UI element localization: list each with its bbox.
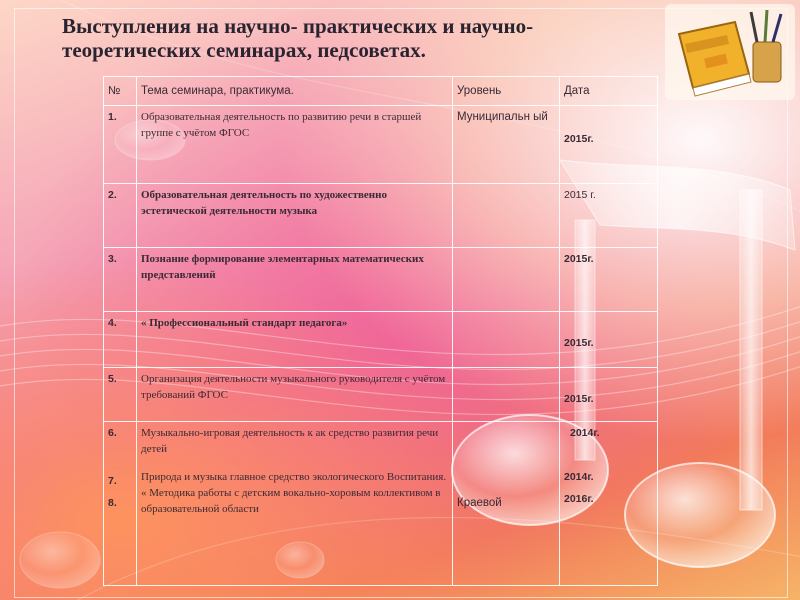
header-date: Дата [560,77,658,106]
row-dates [560,422,658,586]
slide-title [62,14,622,62]
row-topic: « Профессиональный стандарт педагога» [137,312,453,368]
row-date: 2015г. [560,248,658,312]
row-topic-8: « Методика работы с детским вокально-хоровым коллективом в образовательной области [141,487,441,515]
row-date-value: 2015г. [564,337,594,349]
header-number: № [104,77,137,106]
row-date-value: 2015г. [564,393,594,405]
row-date-8: 2016г. [564,493,594,505]
row-date [560,106,658,184]
row-number-7: 7. [108,475,117,487]
row-number-8: 8. [108,497,117,509]
row-date-7: 2014г. [564,471,594,483]
row-level [453,368,560,422]
row-topic-6: Музыкально-игровая деятельность к ак средство развития речи детей [141,427,439,455]
row-number: 3. [104,248,137,312]
row-topic: Образовательная деятельность по развитию речи в старшей группе с учётом ФГОС [137,106,453,184]
table-header-row [104,77,658,106]
table-row [104,312,658,368]
row-date [560,312,658,368]
table-row [104,106,658,184]
book-with-pencils-icon [665,4,795,100]
row-topic: Организация деятельности музыкального руководителя с учётом требований ФГОС [137,368,453,422]
row-number: 5. [104,368,137,422]
row-number: 2. [104,184,137,248]
row-topic: Познание формирование элементарных математических представлений [137,248,453,312]
table-row [104,184,658,248]
row-number: 1. [104,106,137,184]
row-level: Муниципальн ый [453,106,560,184]
row-number: 4. [104,312,137,368]
table-row [104,248,658,312]
table-row [104,368,658,422]
header-topic: Тема семинара, практикума. [137,77,453,106]
seminars-table [103,76,658,586]
row-level [453,184,560,248]
header-level: Уровень [453,77,560,106]
row-numbers [104,422,137,586]
row-topic-7: Природа и музыка главное средство экологического Воспитания. [141,471,447,483]
row-level-value: Краевой [457,497,502,509]
row-topic: Образовательная деятельность по художественно эстетической деятельности музыка [137,184,453,248]
row-date [560,368,658,422]
row-number-6: 6. [108,427,117,439]
row-date-value: 2015г. [564,133,594,145]
row-level [453,422,560,586]
title-line-1: Выступления на научно- практических и научно- [62,14,534,38]
row-level [453,248,560,312]
title-line-2: теоретических семинарах, педсоветах. [62,38,426,62]
table-row [104,422,658,586]
row-level [453,312,560,368]
row-topics [137,422,453,586]
row-date: 2015 г. [560,184,658,248]
row-date-6: 2014г. [570,427,600,439]
